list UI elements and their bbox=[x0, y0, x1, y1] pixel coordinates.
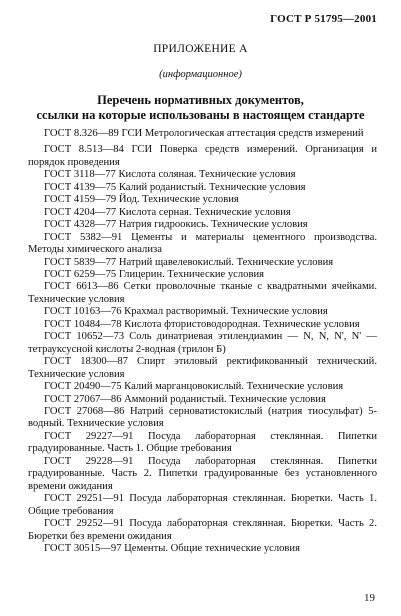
reference-item: ГОСТ 30515—97 Цементы. Общие технические условия bbox=[44, 542, 300, 554]
reference-item: ГОСТ 10163—76 Крахмал растворимый. Технические условия bbox=[44, 306, 328, 318]
page-number: 19 bbox=[364, 592, 375, 604]
heading-line-1: Перечень нормативных документов, bbox=[97, 93, 304, 107]
page-header: ГОСТ Р 51795—2001 bbox=[270, 13, 377, 25]
reference-item: ГОСТ 27068—86 Натрий серноватистокислый (натрия тиосульфат) 5-водный. Технические условия bbox=[28, 405, 377, 430]
reference-item: ГОСТ 3118—77 Кислота соляная. Технические условия bbox=[44, 169, 296, 181]
heading-line-2: ссылки на которые использованы в настоящем стандарте bbox=[36, 108, 365, 122]
appendix-subtitle: (информационное) bbox=[159, 69, 242, 80]
reference-item: ГОСТ 4328—77 Натрия гидроокись. Технические условия bbox=[44, 219, 308, 231]
reference-item: ГОСТ 5382—91 Цементы и материалы цементного производства. Методы химического анализа bbox=[28, 231, 377, 256]
reference-list bbox=[28, 128, 377, 555]
reference-item: ГОСТ 6613—86 Сетки проволочные тканые с квадратными ячейками. Технические условия bbox=[28, 281, 377, 305]
reference-item: ГОСТ 27067—86 Аммоний роданистый. Технические условия bbox=[44, 393, 326, 405]
reference-item: ГОСТ 6259—75 Глицерин. Технические условия bbox=[44, 268, 264, 280]
reference-item: ГОСТ 4139—75 Калий роданистый. Технические условия bbox=[44, 181, 306, 193]
section-heading bbox=[34, 93, 367, 123]
reference-item: ГОСТ 4204—77 Кислота серная. Технические условия bbox=[44, 206, 291, 218]
reference-item: ГОСТ 29252—91 Посуда лабораторная стеклянная. Бюретки. Часть 2. Бюретки без времени ожидания bbox=[28, 518, 377, 542]
reference-item: ГОСТ 18300—87 Спирт этиловый ректификованный технический. Технические условия bbox=[28, 356, 377, 380]
reference-item: ГОСТ 29251—91 Посуда лабораторная стеклянная. Бюретки. Часть 1. Общие требования bbox=[28, 493, 377, 517]
reference-item: ГОСТ 29227—91 Посуда лабораторная стеклянная. Пипетки градуированные. Часть 1. Общие требования bbox=[28, 430, 377, 455]
reference-item: ГОСТ 8.326—89 ГСИ Метрологическая аттестация средств измерений bbox=[44, 128, 364, 139]
reference-item: ГОСТ 5839—77 Натрий щавелевокислый. Технические условия bbox=[44, 256, 334, 268]
reference-item: ГОСТ 8.513—84 ГСИ Поверка средств измерений. Организация и порядок проведения bbox=[28, 144, 377, 168]
appendix-title: ПРИЛОЖЕНИЕ А bbox=[153, 43, 248, 55]
reference-item: ГОСТ 10652—73 Соль динатриевая этилендиамин — N, N, N', N' — тетрауксусной кислоты 2-водная (трилон Б) bbox=[28, 331, 377, 355]
reference-item: ГОСТ 20490—75 Калий марганцовокислый. Технические условия bbox=[44, 381, 344, 393]
reference-item: ГОСТ 4159—79 Йод. Технические условия bbox=[44, 194, 239, 206]
reference-item: ГОСТ 29228—91 Посуда лабораторная стеклянная. Пипетки градуированные. Часть 2. Пипетки градуированные без установленного времени ожидания bbox=[28, 455, 377, 492]
reference-item: ГОСТ 10484—78 Кислота фтористоводородная. Технические условия bbox=[44, 318, 360, 330]
